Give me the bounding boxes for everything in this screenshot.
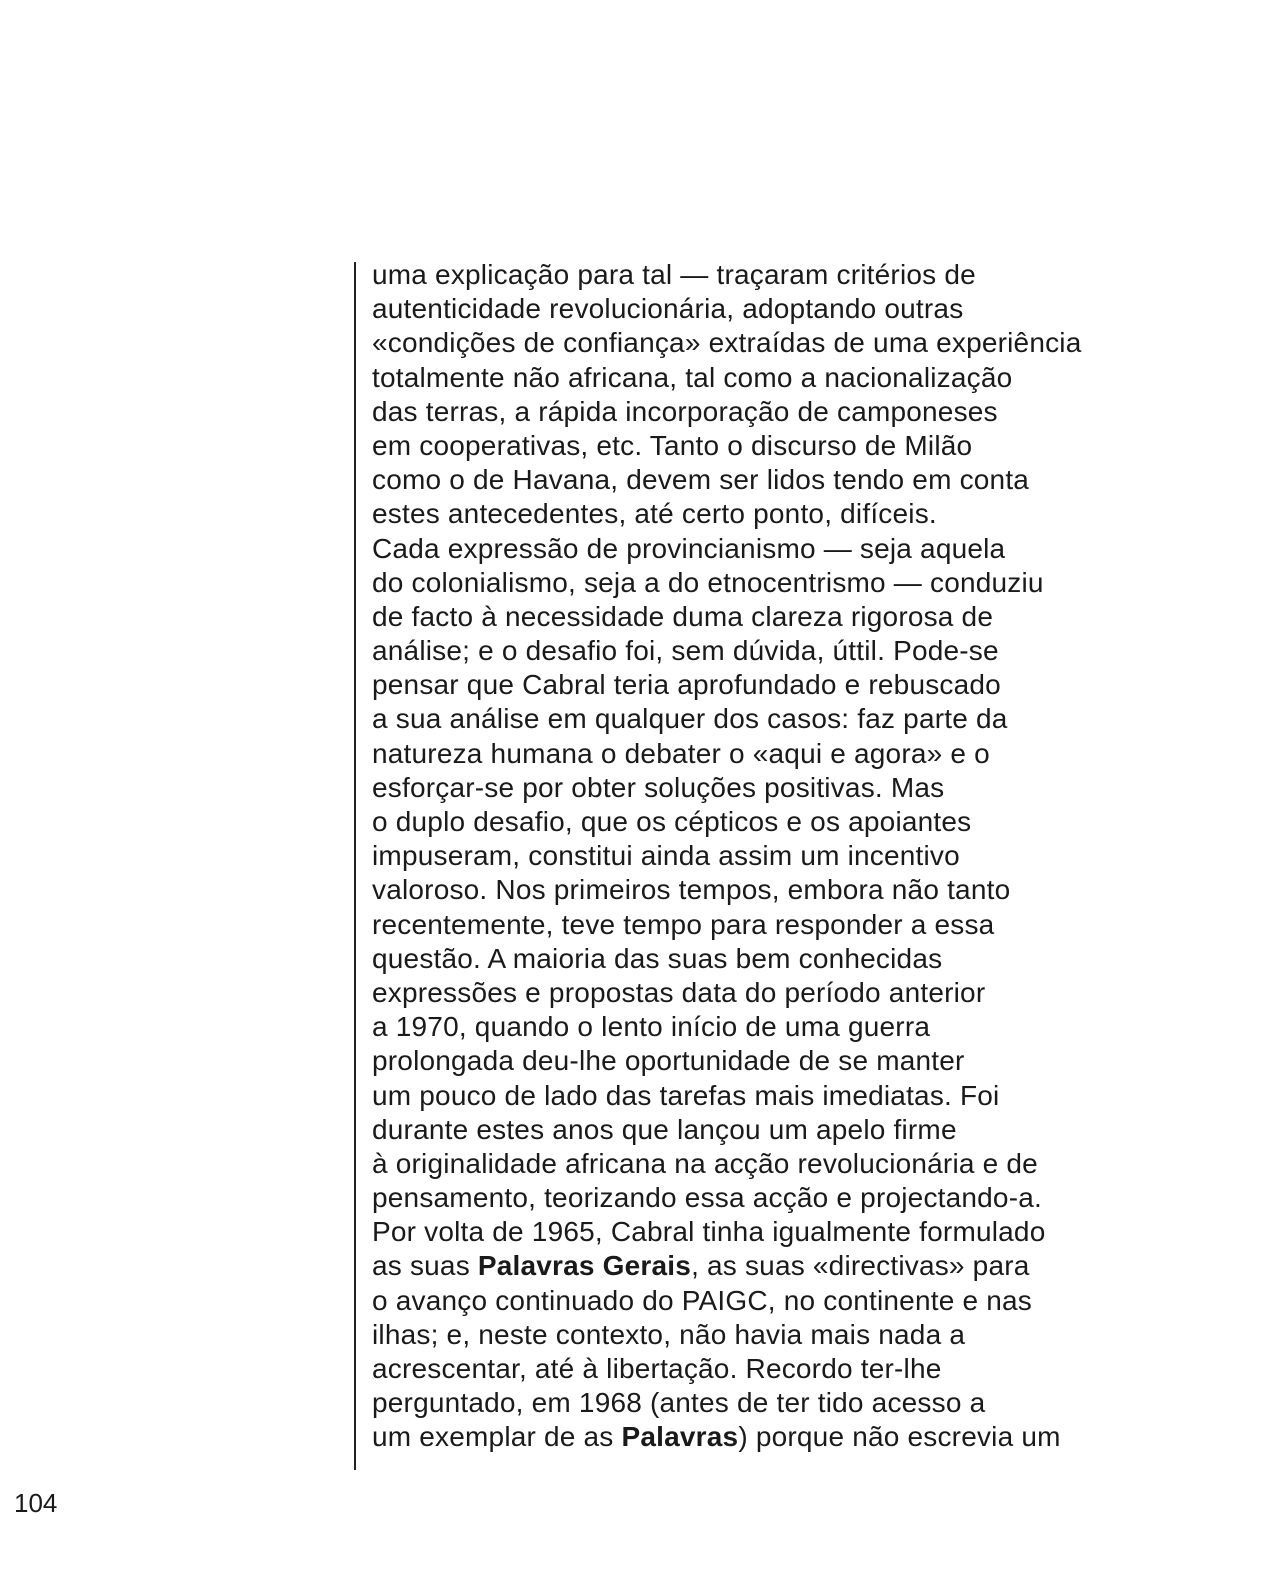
text-line (372, 292, 1252, 326)
text-line (372, 361, 1252, 395)
text-segment: a 1970, quando o lento início de uma guerra (372, 1011, 931, 1043)
text-segment: autenticidade revolucionária, adoptando outras (372, 293, 964, 325)
body-text (372, 258, 1252, 1455)
text-line (372, 1318, 1252, 1352)
text-segment: a sua análise em qualquer dos casos: faz parte da (372, 703, 1008, 735)
text-line (372, 634, 1252, 668)
text-segment: pensamento, teorizando essa acção e projectando-a. (372, 1182, 1042, 1214)
bold-title-segment: Palavras Gerais (477, 1250, 692, 1282)
text-line (372, 566, 1252, 600)
text-segment: ) porque não escrevia um (738, 1421, 1061, 1453)
text-segment: «condições de confiança» extraídas de uma experiência (372, 327, 1082, 359)
text-segment: à originalidade africana na acção revolucionária e de (372, 1147, 1038, 1179)
text-segment: expressões e propostas data do período anterior (372, 976, 986, 1008)
text-segment: perguntado, em 1968 (antes de ter tido acesso a (372, 1387, 986, 1419)
text-line (372, 532, 1252, 566)
text-line (372, 1420, 1252, 1454)
text-segment: do colonialismo, seja a do etnocentrismo — conduziu (372, 566, 1044, 598)
text-line (372, 873, 1252, 907)
text-segment: , as suas «directivas» para (691, 1250, 1030, 1282)
text-segment: pensar que Cabral teria aprofundado e rebuscado (372, 669, 1001, 701)
text-segment: as suas (372, 1250, 478, 1282)
text-line (372, 805, 1252, 839)
text-segment: acrescentar, até à libertação. Recordo ter-lhe (372, 1353, 942, 1384)
text-segment: impuseram, constitui ainda assim um incentivo (372, 840, 960, 872)
text-line (372, 1386, 1252, 1420)
text-segment: Por volta de 1965, Cabral tinha igualmente formulado (372, 1216, 1046, 1248)
text-line (372, 1147, 1252, 1181)
text-segment: de facto à necessidade duma clareza rigorosa de (372, 600, 994, 632)
margin-rule (354, 262, 356, 1470)
text-line (372, 395, 1252, 429)
bold-title-segment: Palavras (621, 1421, 739, 1453)
text-line (372, 1044, 1252, 1078)
text-segment: questão. A maioria das suas bem conhecidas (372, 942, 943, 974)
text-segment: valoroso. Nos primeiros tempos, embora não tanto (372, 874, 1011, 906)
text-line (372, 1352, 1252, 1386)
text-segment: um pouco de lado das tarefas mais imediatas. Foi (372, 1079, 1000, 1111)
text-segment: o avanço continuado do PAIGC, no continente e nas (372, 1284, 1032, 1316)
text-line (372, 497, 1252, 531)
text-segment: em cooperativas, etc. Tanto o discurso de Milão (372, 429, 973, 461)
page-number: 104 (14, 1488, 58, 1518)
text-line (372, 976, 1252, 1010)
text-segment: estes antecedentes, até certo ponto, difíceis. (372, 498, 937, 530)
text-segment: natureza humana o debater o «aqui e agora» e o (372, 737, 990, 769)
text-line (372, 429, 1252, 463)
text-segment: o duplo desafio, que os cépticos e os apoiantes (372, 806, 972, 837)
text-line (372, 839, 1252, 873)
text-line (372, 1113, 1252, 1147)
text-line (372, 1284, 1252, 1318)
text-line (372, 1079, 1252, 1113)
text-segment: um exemplar de as (372, 1421, 622, 1453)
text-line (372, 326, 1252, 360)
text-line (372, 771, 1252, 805)
text-line (372, 463, 1252, 497)
text-segment: durante estes anos que lançou um apelo firme (372, 1113, 957, 1145)
text-segment: uma explicação para tal — traçaram critérios de (372, 259, 976, 290)
text-segment: análise; e o desafio foi, sem dúvida, úttil. Pode-se (372, 635, 999, 667)
text-segment: ilhas; e, neste contexto, não havia mais nada a (372, 1318, 966, 1350)
text-line (372, 258, 1252, 292)
text-line (372, 702, 1252, 736)
text-line (372, 908, 1252, 942)
text-segment: como o de Havana, devem ser lidos tendo em conta (372, 464, 1030, 496)
text-line (372, 1010, 1252, 1044)
text-line (372, 1249, 1252, 1283)
text-segment: totalmente não africana, tal como a nacionalização (372, 361, 1013, 393)
text-line (372, 1181, 1252, 1215)
text-segment: recentemente, teve tempo para responder a essa (372, 908, 995, 940)
text-segment: prolongada deu-lhe oportunidade de se manter (372, 1045, 965, 1077)
text-segment: das terras, a rápida incorporação de camponeses (372, 395, 998, 427)
text-line (372, 1215, 1252, 1249)
text-segment: Cada expressão de provincianismo — seja aquela (372, 532, 1006, 564)
text-line (372, 737, 1252, 771)
text-segment: esforçar-se por obter soluções positivas. Mas (372, 771, 945, 803)
text-line (372, 942, 1252, 976)
text-line (372, 668, 1252, 702)
text-line (372, 600, 1252, 634)
